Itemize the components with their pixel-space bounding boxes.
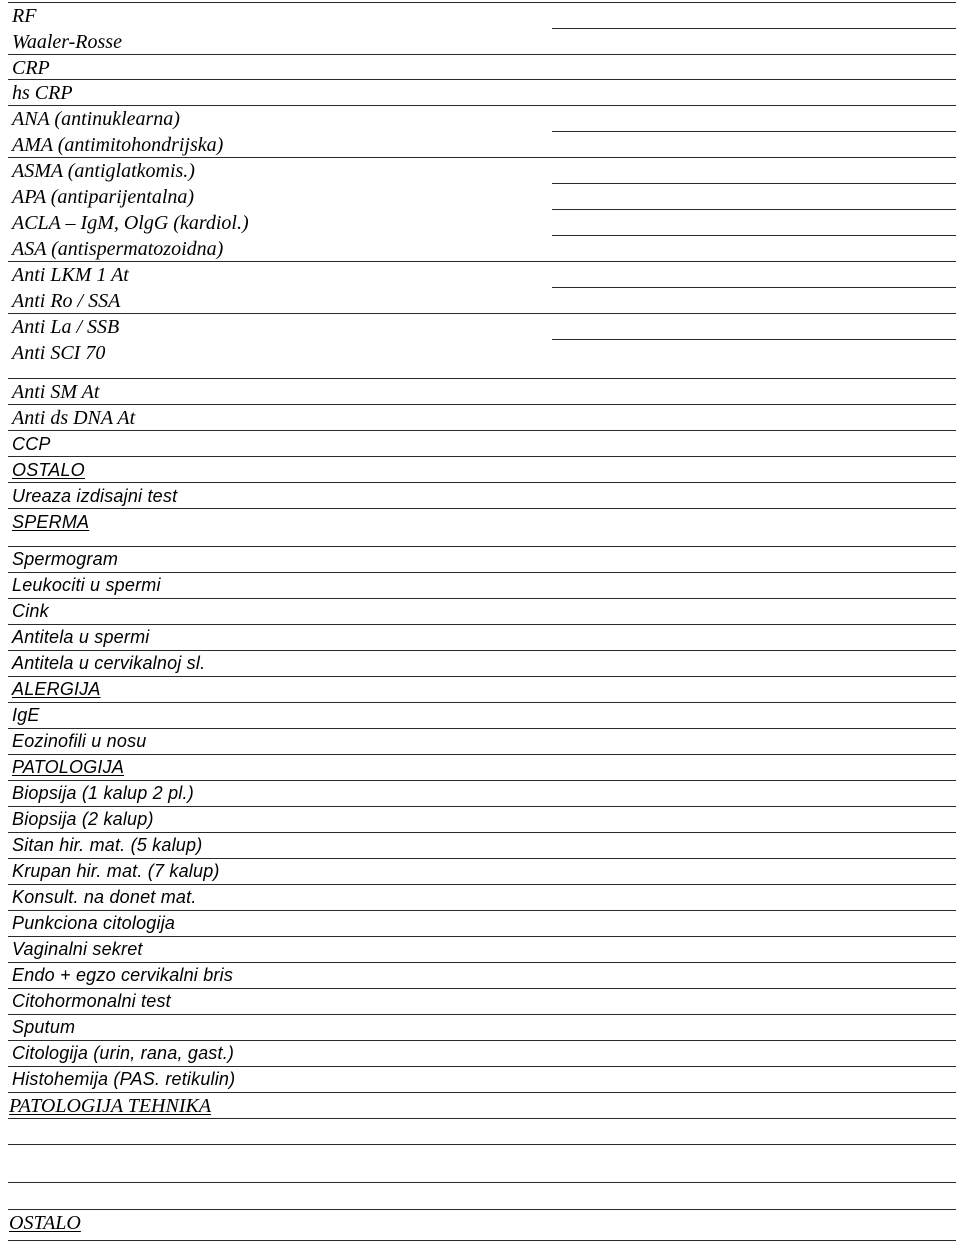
test-label-punkciona: Punkciona citologija	[12, 913, 176, 933]
test-label-asa: ASA (antispermatozoidna)	[12, 238, 224, 260]
test-label-ige: IgE	[12, 705, 40, 725]
rule-line	[8, 1209, 956, 1210]
rule-line	[8, 858, 956, 859]
rule-line	[8, 832, 956, 833]
test-label-ama: AMA (antimitohondrijska)	[12, 134, 224, 156]
rule-line	[8, 482, 956, 483]
rule-line	[8, 404, 956, 405]
test-label-ana: ANA (antinuklearna)	[12, 108, 180, 130]
rule-line	[8, 1118, 956, 1119]
rule-line	[8, 261, 956, 262]
test-label-anti-ds-dna: Anti ds DNA At	[12, 407, 136, 429]
rule-line	[8, 1144, 956, 1145]
rule-line	[8, 572, 956, 573]
test-label-ureaza: Ureaza izdisajni test	[12, 486, 178, 506]
test-label-anti-lkm1: Anti LKM 1 At	[12, 264, 129, 286]
rule-line	[552, 183, 956, 184]
test-label-antitela-spermi: Antitela u spermi	[12, 627, 150, 647]
rule-line	[8, 157, 956, 158]
rule-line	[8, 676, 956, 677]
rule-line	[8, 988, 956, 989]
test-label-asma: ASMA (antiglatkomis.)	[12, 160, 195, 182]
test-label-citohormonalni: Citohormonalni test	[12, 991, 171, 1011]
rule-line	[8, 105, 956, 106]
rule-line	[552, 287, 956, 288]
rule-line	[8, 1040, 956, 1041]
rule-line	[552, 339, 956, 340]
test-label-waaler-rosse: Waaler-Rosse	[12, 31, 122, 53]
rule-line	[8, 702, 956, 703]
section-heading-sperma: SPERMA	[12, 512, 90, 532]
section-heading-ostalo: OSTALO	[12, 460, 85, 480]
rule-line	[8, 910, 956, 911]
rule-line	[8, 624, 956, 625]
test-label-anti-sm: Anti SM At	[12, 381, 100, 403]
test-label-apa: APA (antiparijentalna)	[12, 186, 195, 208]
rule-line	[8, 884, 956, 885]
test-label-biopsija-2: Biopsija (2 kalup)	[12, 809, 154, 829]
section-heading-patologija: PATOLOGIJA	[12, 757, 125, 777]
rule-line	[8, 598, 956, 599]
rule-line	[8, 378, 956, 379]
test-label-ccp: CCP	[12, 434, 51, 454]
rule-line	[8, 1240, 956, 1241]
rule-line	[8, 780, 956, 781]
rule-line	[8, 1092, 956, 1093]
rule-line	[8, 728, 956, 729]
rule-line	[8, 2, 956, 3]
test-label-citologija: Citologija (urin, rana, gast.)	[12, 1043, 235, 1063]
test-label-eozinofili: Eozinofili u nosu	[12, 731, 147, 751]
section-heading-patologija-tehnika: PATOLOGIJA TEHNIKA	[9, 1095, 212, 1117]
rule-line	[8, 546, 956, 547]
test-label-endo-egzo: Endo + egzo cervikalni bris	[12, 965, 234, 985]
rule-line	[552, 209, 956, 210]
rule-line	[8, 1182, 956, 1183]
test-label-anti-la-ssb: Anti La / SSB	[12, 316, 120, 338]
rule-line	[552, 131, 956, 132]
test-label-sputum: Sputum	[12, 1017, 76, 1037]
rule-line	[8, 456, 956, 457]
rule-line	[552, 28, 956, 29]
test-label-spermogram: Spermogram	[12, 549, 119, 569]
test-label-rf: RF	[12, 5, 37, 27]
test-label-histohemija: Histohemija (PAS. retikulin)	[12, 1069, 236, 1089]
test-label-vaginalni: Vaginalni sekret	[12, 939, 143, 959]
rule-line	[8, 754, 956, 755]
section-heading-alergija: ALERGIJA	[12, 679, 101, 699]
test-label-konsult: Konsult. na donet mat.	[12, 887, 197, 907]
test-label-acla: ACLA – IgM, OlgG (kardiol.)	[12, 212, 249, 234]
rule-line	[8, 79, 956, 80]
test-label-anti-sci70: Anti SCI 70	[12, 342, 106, 364]
test-label-crp: CRP	[12, 57, 50, 79]
test-label-anti-ro-ssa: Anti Ro / SSA	[12, 290, 121, 312]
rule-line	[8, 313, 956, 314]
test-label-krupan-hir: Krupan hir. mat. (7 kalup)	[12, 861, 220, 881]
rule-line	[8, 1066, 956, 1067]
section-heading-ostalo-bottom: OSTALO	[9, 1212, 81, 1234]
rule-line	[8, 1014, 956, 1015]
rule-line	[8, 430, 956, 431]
rule-line	[8, 508, 956, 509]
rule-line	[8, 936, 956, 937]
rule-line	[8, 962, 956, 963]
rule-line	[8, 806, 956, 807]
test-label-leukociti: Leukociti u spermi	[12, 575, 161, 595]
test-label-biopsija-1: Biopsija (1 kalup 2 pl.)	[12, 783, 194, 803]
test-label-sitan-hir: Sitan hir. mat. (5 kalup)	[12, 835, 203, 855]
rule-line	[552, 235, 956, 236]
rule-line	[8, 54, 956, 55]
test-label-hs-crp: hs CRP	[12, 82, 73, 104]
test-label-antitela-cervikalnoj: Antitela u cervikalnoj sl.	[12, 653, 206, 673]
test-label-cink: Cink	[12, 601, 49, 621]
rule-line	[8, 650, 956, 651]
